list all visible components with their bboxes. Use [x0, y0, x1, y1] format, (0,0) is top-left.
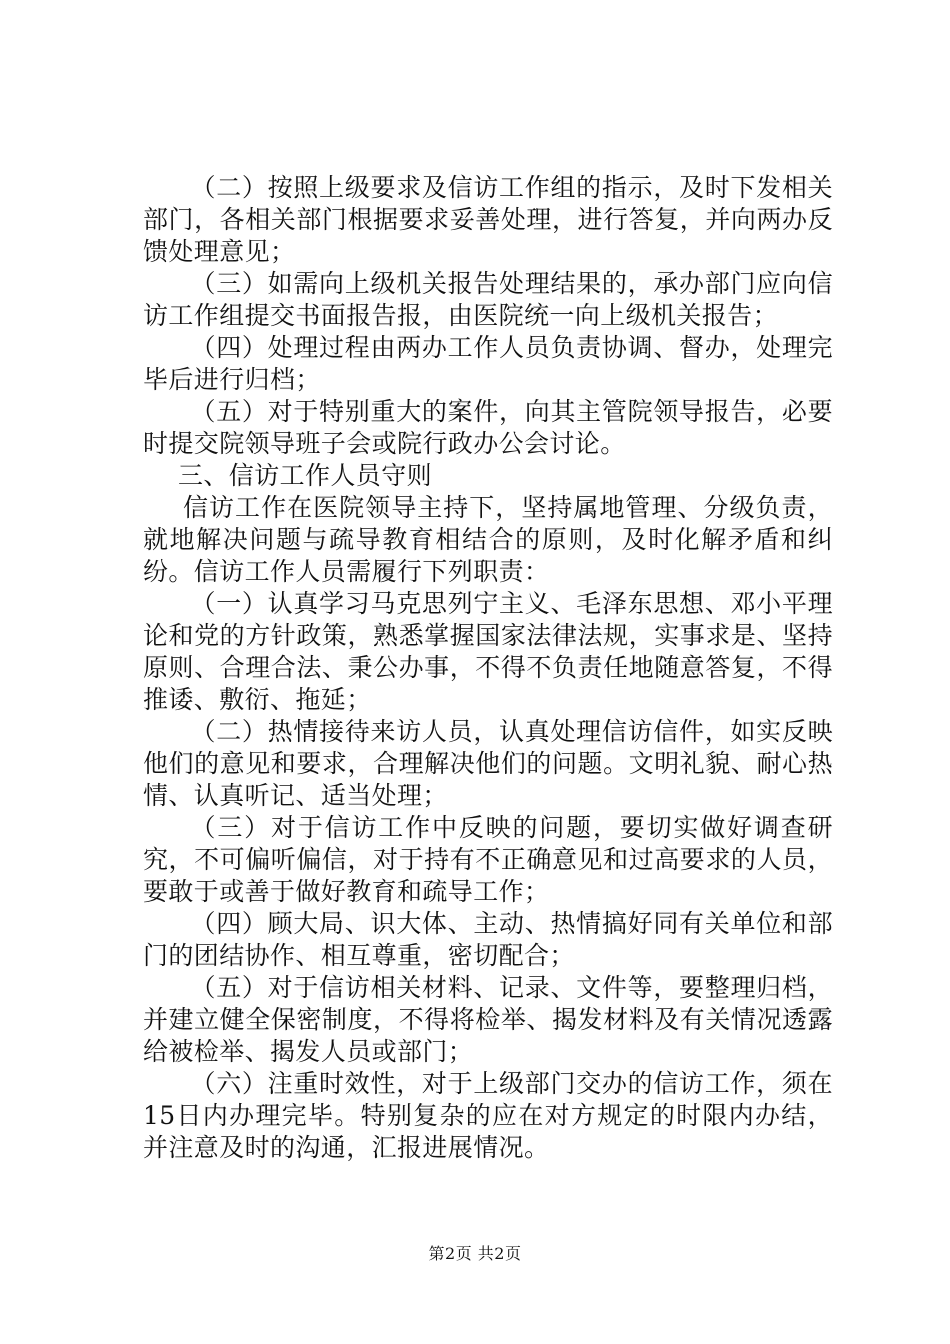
duty-item-3: （三）对于信访工作中反映的问题，要切实做好调查研究，不可偏听偏信，对于持有不正确意见和过高要求的人员，要敢于或善于做好教育和疏导工作； [143, 813, 833, 906]
section-intro: 信访工作在医院领导主持下，坚持属地管理、分级负责，就地解决问题与疏导教育相结合的原则，及时化解矛盾和纠纷。信访工作人员需履行下列职责： [143, 493, 833, 586]
document-body [143, 172, 833, 1164]
paragraph-item-2: （二）按照上级要求及信访工作组的指示，及时下发相关部门，各相关部门根据要求妥善处理，进行答复，并向两办反馈处理意见； [143, 173, 833, 266]
page-footer: 第2页 共2页 [428, 1244, 522, 1263]
duty-item-2: （二）热情接待来访人员，认真处理信访信件，如实反映他们的意见和要求，合理解决他们的问题。文明礼貌、耐心热情、认真听记、适当处理； [143, 717, 833, 810]
duty-item-1: （一）认真学习马克思列宁主义、毛泽东思想、邓小平理论和党的方针政策，熟悉掌握国家法律法规，实事求是、坚持原则、合理合法、秉公办事，不得不负责任地随意答复，不得推诿、敷衍、拖延； [143, 589, 833, 714]
paragraph-item-3: （三）如需向上级机关报告处理结果的，承办部门应向信访工作组提交书面报告报，由医院统一向上级机关报告； [143, 269, 833, 330]
paragraph-item-4: （四）处理过程由两办工作人员负责协调、督办，处理完毕后进行归档； [143, 333, 833, 394]
duty-item-5: （五）对于信访相关材料、记录、文件等，要整理归档，并建立健全保密制度，不得将检举、揭发材料及有关情况透露给被检举、揭发人员或部门； [143, 973, 833, 1066]
duty-item-4: （四）顾大局、识大体、主动、热情搞好同有关单位和部门的团结协作、相互尊重，密切配合； [143, 909, 833, 970]
paragraph-item-5: （五）对于特别重大的案件，向其主管院领导报告，必要时提交院领导班子会或院行政办公会讨论。 [143, 397, 833, 458]
duty-item-6: （六）注重时效性，对于上级部门交办的信访工作，须在15日内办理完毕。特别复杂的应在对方规定的时限内办结，并注意及时的沟通，汇报进展情况。 [143, 1069, 833, 1162]
section-heading: 三、信访工作人员守则 [178, 461, 433, 490]
